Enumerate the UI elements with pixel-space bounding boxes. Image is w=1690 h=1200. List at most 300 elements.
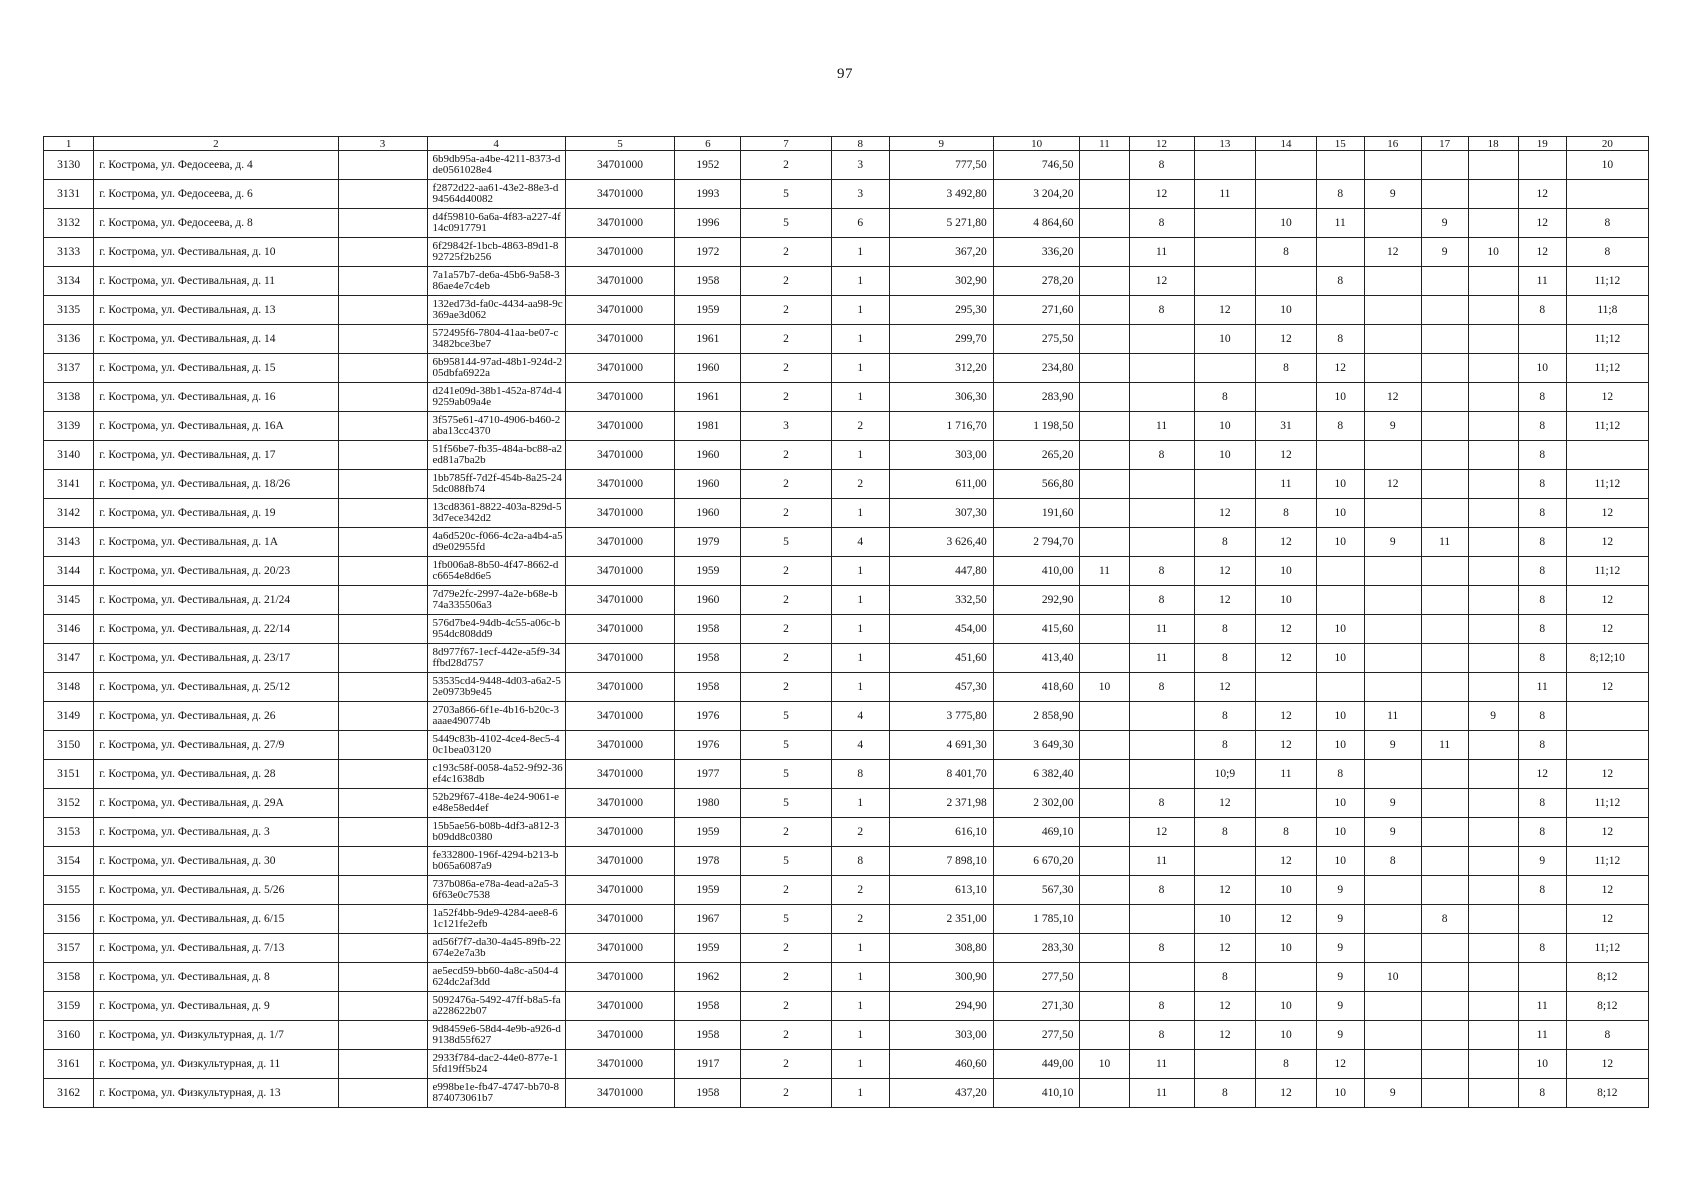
entrances-count-cell: 3	[831, 180, 889, 209]
row-number-cell: 3144	[44, 557, 94, 586]
row-number-cell: 3134	[44, 267, 94, 296]
house-uid-cell: 53535cd4-9448-4d03-a6a2-52e0973b9e45	[427, 673, 565, 702]
year-built-cell: 1993	[675, 180, 741, 209]
col-17-cell	[1421, 354, 1468, 383]
row-number-cell: 3158	[44, 963, 94, 992]
col-19-cell: 8	[1518, 876, 1566, 905]
col-18-cell	[1468, 1079, 1518, 1108]
col-18-cell	[1468, 383, 1518, 412]
table-row	[44, 499, 1649, 528]
entrances-count-cell: 1	[831, 238, 889, 267]
col-20-cell: 12	[1566, 760, 1648, 789]
col-20-cell: 8;12;10	[1566, 644, 1648, 673]
cadastral-number-cell	[338, 441, 427, 470]
house-uid-cell: 15b5ae56-b08b-4df3-a812-3b09dd8c0380	[427, 818, 565, 847]
living-area-cell: 265,20	[993, 441, 1080, 470]
col-20-cell: 12	[1566, 499, 1648, 528]
total-area-cell: 332,50	[889, 586, 993, 615]
table-row	[44, 1050, 1649, 1079]
column-header-4: 4	[427, 137, 565, 151]
col-19-cell: 12	[1518, 209, 1566, 238]
col-16-cell: 11	[1364, 702, 1421, 731]
entrances-count-cell: 1	[831, 325, 889, 354]
col-14-cell: 12	[1256, 528, 1317, 557]
column-header-14: 14	[1256, 137, 1317, 151]
oktmo-code-cell: 34701000	[565, 1079, 675, 1108]
col-15-cell	[1316, 441, 1364, 470]
col-11-cell	[1080, 441, 1129, 470]
col-20-cell	[1566, 441, 1648, 470]
col-13-cell: 12	[1194, 673, 1256, 702]
year-built-cell: 1996	[675, 209, 741, 238]
col-15-cell: 10	[1316, 789, 1364, 818]
col-12-cell: 8	[1129, 296, 1194, 325]
column-header-7: 7	[741, 137, 831, 151]
col-13-cell: 10	[1194, 325, 1256, 354]
address-cell: г. Кострома, ул. Фестивальная, д. 20/23	[94, 557, 338, 586]
table-row	[44, 905, 1649, 934]
col-12-cell	[1129, 528, 1194, 557]
col-12-cell: 8	[1129, 992, 1194, 1021]
col-18-cell	[1468, 644, 1518, 673]
col-11-cell	[1080, 818, 1129, 847]
oktmo-code-cell: 34701000	[565, 818, 675, 847]
address-cell: г. Кострома, ул. Федосеева, д. 6	[94, 180, 338, 209]
floors-count-cell: 2	[741, 818, 831, 847]
entrances-count-cell: 8	[831, 760, 889, 789]
col-18-cell	[1468, 789, 1518, 818]
year-built-cell: 1959	[675, 934, 741, 963]
oktmo-code-cell: 34701000	[565, 1050, 675, 1079]
col-11-cell	[1080, 905, 1129, 934]
col-15-cell: 9	[1316, 876, 1364, 905]
total-area-cell: 454,00	[889, 615, 993, 644]
table-row	[44, 209, 1649, 238]
oktmo-code-cell: 34701000	[565, 992, 675, 1021]
entrances-count-cell: 6	[831, 209, 889, 238]
entrances-count-cell: 1	[831, 673, 889, 702]
col-18-cell	[1468, 586, 1518, 615]
house-uid-cell: f2872d22-aa61-43e2-88e3-d94564d40082	[427, 180, 565, 209]
col-16-cell: 12	[1364, 238, 1421, 267]
col-20-cell: 12	[1566, 905, 1648, 934]
col-17-cell	[1421, 499, 1468, 528]
floors-count-cell: 2	[741, 992, 831, 1021]
col-17-cell	[1421, 615, 1468, 644]
col-19-cell: 8	[1518, 615, 1566, 644]
col-16-cell: 9	[1364, 789, 1421, 818]
col-14-cell: 12	[1256, 615, 1317, 644]
col-15-cell: 10	[1316, 731, 1364, 760]
year-built-cell: 1960	[675, 586, 741, 615]
col-16-cell	[1364, 354, 1421, 383]
col-18-cell	[1468, 267, 1518, 296]
row-number-cell: 3153	[44, 818, 94, 847]
col-12-cell: 11	[1129, 615, 1194, 644]
year-built-cell: 1958	[675, 673, 741, 702]
table-row	[44, 789, 1649, 818]
table-row	[44, 586, 1649, 615]
cadastral-number-cell	[338, 615, 427, 644]
house-uid-cell: d4f59810-6a6a-4f83-a227-4f14c0917791	[427, 209, 565, 238]
col-20-cell: 11;12	[1566, 267, 1648, 296]
col-12-cell	[1129, 325, 1194, 354]
page-number: 97	[837, 66, 853, 82]
floors-count-cell: 2	[741, 586, 831, 615]
col-14-cell: 12	[1256, 1079, 1317, 1108]
house-uid-cell: e998be1e-fb47-4747-bb70-8874073061b7	[427, 1079, 565, 1108]
address-cell: г. Кострома, ул. Федосеева, д. 8	[94, 209, 338, 238]
oktmo-code-cell: 34701000	[565, 441, 675, 470]
col-14-cell: 10	[1256, 934, 1317, 963]
col-20-cell: 12	[1566, 818, 1648, 847]
col-17-cell	[1421, 760, 1468, 789]
col-11-cell	[1080, 876, 1129, 905]
house-uid-cell: c193c58f-0058-4a52-9f92-36ef4c1638db	[427, 760, 565, 789]
address-cell: г. Кострома, ул. Фестивальная, д. 19	[94, 499, 338, 528]
col-11-cell	[1080, 934, 1129, 963]
house-uid-cell: 737b086a-e78a-4ead-a2a5-36f63e0c7538	[427, 876, 565, 905]
col-16-cell	[1364, 209, 1421, 238]
col-12-cell: 8	[1129, 934, 1194, 963]
col-15-cell: 8	[1316, 412, 1364, 441]
entrances-count-cell: 1	[831, 1021, 889, 1050]
living-area-cell: 191,60	[993, 499, 1080, 528]
oktmo-code-cell: 34701000	[565, 528, 675, 557]
table-row	[44, 325, 1649, 354]
year-built-cell: 1967	[675, 905, 741, 934]
entrances-count-cell: 1	[831, 296, 889, 325]
table-row	[44, 760, 1649, 789]
address-cell: г. Кострома, ул. Фестивальная, д. 6/15	[94, 905, 338, 934]
house-uid-cell: 1bb785ff-7d2f-454b-8a25-245dc088fb74	[427, 470, 565, 499]
address-cell: г. Кострома, ул. Фестивальная, д. 23/17	[94, 644, 338, 673]
table-row	[44, 673, 1649, 702]
table-row	[44, 876, 1649, 905]
col-12-cell	[1129, 383, 1194, 412]
col-20-cell	[1566, 702, 1648, 731]
house-uid-cell: 9d8459e6-58d4-4e9b-a926-d9138d55f627	[427, 1021, 565, 1050]
living-area-cell: 2 794,70	[993, 528, 1080, 557]
year-built-cell: 1972	[675, 238, 741, 267]
cadastral-number-cell	[338, 876, 427, 905]
oktmo-code-cell: 34701000	[565, 238, 675, 267]
table-row	[44, 615, 1649, 644]
row-number-cell: 3136	[44, 325, 94, 354]
entrances-count-cell: 1	[831, 615, 889, 644]
oktmo-code-cell: 34701000	[565, 296, 675, 325]
col-18-cell	[1468, 209, 1518, 238]
col-20-cell	[1566, 731, 1648, 760]
col-14-cell: 31	[1256, 412, 1317, 441]
col-15-cell: 10	[1316, 702, 1364, 731]
oktmo-code-cell: 34701000	[565, 499, 675, 528]
table-row	[44, 354, 1649, 383]
row-number-cell: 3133	[44, 238, 94, 267]
column-header-13: 13	[1194, 137, 1256, 151]
table-row	[44, 963, 1649, 992]
floors-count-cell: 5	[741, 702, 831, 731]
floors-count-cell: 2	[741, 934, 831, 963]
oktmo-code-cell: 34701000	[565, 905, 675, 934]
col-14-cell: 8	[1256, 238, 1317, 267]
col-11-cell	[1080, 789, 1129, 818]
address-cell: г. Кострома, ул. Фестивальная, д. 28	[94, 760, 338, 789]
col-15-cell: 9	[1316, 1021, 1364, 1050]
table-row	[44, 731, 1649, 760]
col-15-cell: 12	[1316, 1050, 1364, 1079]
col-16-cell	[1364, 992, 1421, 1021]
year-built-cell: 1917	[675, 1050, 741, 1079]
col-14-cell: 10	[1256, 209, 1317, 238]
living-area-cell: 6 382,40	[993, 760, 1080, 789]
col-17-cell	[1421, 412, 1468, 441]
cadastral-number-cell	[338, 963, 427, 992]
col-16-cell: 9	[1364, 1079, 1421, 1108]
col-12-cell: 11	[1129, 1079, 1194, 1108]
total-area-cell: 777,50	[889, 151, 993, 180]
col-15-cell: 10	[1316, 847, 1364, 876]
entrances-count-cell: 1	[831, 1079, 889, 1108]
col-17-cell	[1421, 818, 1468, 847]
col-20-cell: 12	[1566, 876, 1648, 905]
total-area-cell: 457,30	[889, 673, 993, 702]
col-14-cell: 10	[1256, 557, 1317, 586]
col-17-cell	[1421, 847, 1468, 876]
col-11-cell: 10	[1080, 1050, 1129, 1079]
row-number-cell: 3139	[44, 412, 94, 441]
col-19-cell: 8	[1518, 499, 1566, 528]
col-11-cell	[1080, 847, 1129, 876]
year-built-cell: 1979	[675, 528, 741, 557]
table-row	[44, 180, 1649, 209]
col-15-cell: 9	[1316, 934, 1364, 963]
col-19-cell: 8	[1518, 412, 1566, 441]
address-cell: г. Кострома, ул. Фестивальная, д. 9	[94, 992, 338, 1021]
total-area-cell: 8 401,70	[889, 760, 993, 789]
col-12-cell: 11	[1129, 644, 1194, 673]
cadastral-number-cell	[338, 238, 427, 267]
column-header-1: 1	[44, 137, 94, 151]
cadastral-number-cell	[338, 354, 427, 383]
col-16-cell	[1364, 876, 1421, 905]
total-area-cell: 4 691,30	[889, 731, 993, 760]
floors-count-cell: 5	[741, 847, 831, 876]
cadastral-number-cell	[338, 412, 427, 441]
col-11-cell	[1080, 1079, 1129, 1108]
col-16-cell	[1364, 615, 1421, 644]
entrances-count-cell: 2	[831, 412, 889, 441]
col-16-cell	[1364, 934, 1421, 963]
col-15-cell	[1316, 151, 1364, 180]
column-header-20: 20	[1566, 137, 1648, 151]
oktmo-code-cell: 34701000	[565, 963, 675, 992]
total-area-cell: 307,30	[889, 499, 993, 528]
floors-count-cell: 2	[741, 325, 831, 354]
oktmo-code-cell: 34701000	[565, 789, 675, 818]
col-19-cell: 8	[1518, 702, 1566, 731]
col-14-cell: 12	[1256, 644, 1317, 673]
house-uid-cell: ae5ecd59-bb60-4a8c-a504-4624dc2af3dd	[427, 963, 565, 992]
col-19-cell: 8	[1518, 441, 1566, 470]
cadastral-number-cell	[338, 702, 427, 731]
col-13-cell: 12	[1194, 934, 1256, 963]
floors-count-cell: 2	[741, 296, 831, 325]
total-area-cell: 616,10	[889, 818, 993, 847]
house-uid-cell: 6f29842f-1bcb-4863-89d1-892725f2b256	[427, 238, 565, 267]
col-20-cell: 11;8	[1566, 296, 1648, 325]
entrances-count-cell: 2	[831, 818, 889, 847]
col-20-cell: 11;12	[1566, 557, 1648, 586]
col-20-cell: 12	[1566, 528, 1648, 557]
living-area-cell: 413,40	[993, 644, 1080, 673]
total-area-cell: 2 371,98	[889, 789, 993, 818]
col-12-cell	[1129, 470, 1194, 499]
col-19-cell: 10	[1518, 1050, 1566, 1079]
house-uid-cell: 2703a866-6f1e-4b16-b20c-3aaae490774b	[427, 702, 565, 731]
living-area-cell: 283,30	[993, 934, 1080, 963]
house-uid-cell: 2933f784-dac2-44e0-877e-15fd19ff5b24	[427, 1050, 565, 1079]
address-cell: г. Кострома, ул. Фестивальная, д. 13	[94, 296, 338, 325]
total-area-cell: 447,80	[889, 557, 993, 586]
col-18-cell	[1468, 180, 1518, 209]
col-19-cell: 8	[1518, 789, 1566, 818]
col-12-cell: 11	[1129, 412, 1194, 441]
col-19-cell: 11	[1518, 992, 1566, 1021]
col-18-cell	[1468, 557, 1518, 586]
entrances-count-cell: 1	[831, 934, 889, 963]
col-18-cell	[1468, 441, 1518, 470]
year-built-cell: 1976	[675, 702, 741, 731]
entrances-count-cell: 1	[831, 441, 889, 470]
col-17-cell: 9	[1421, 209, 1468, 238]
total-area-cell: 3 775,80	[889, 702, 993, 731]
floors-count-cell: 2	[741, 1050, 831, 1079]
col-16-cell: 9	[1364, 180, 1421, 209]
col-17-cell	[1421, 441, 1468, 470]
house-uid-cell: 5092476a-5492-47ff-b8a5-faa228622b07	[427, 992, 565, 1021]
cadastral-number-cell	[338, 383, 427, 412]
col-19-cell: 8	[1518, 644, 1566, 673]
col-13-cell: 12	[1194, 586, 1256, 615]
oktmo-code-cell: 34701000	[565, 209, 675, 238]
col-13-cell: 10	[1194, 441, 1256, 470]
col-14-cell: 12	[1256, 731, 1317, 760]
row-number-cell: 3146	[44, 615, 94, 644]
table-row	[44, 557, 1649, 586]
oktmo-code-cell: 34701000	[565, 470, 675, 499]
col-16-cell	[1364, 586, 1421, 615]
year-built-cell: 1958	[675, 615, 741, 644]
address-cell: г. Кострома, ул. Фестивальная, д. 8	[94, 963, 338, 992]
table-body	[44, 151, 1649, 1108]
total-area-cell: 5 271,80	[889, 209, 993, 238]
floors-count-cell: 5	[741, 731, 831, 760]
col-17-cell	[1421, 789, 1468, 818]
living-area-cell: 234,80	[993, 354, 1080, 383]
row-number-cell: 3138	[44, 383, 94, 412]
col-20-cell: 12	[1566, 673, 1648, 702]
col-18-cell	[1468, 499, 1518, 528]
col-16-cell	[1364, 1021, 1421, 1050]
cadastral-number-cell	[338, 992, 427, 1021]
floors-count-cell: 5	[741, 789, 831, 818]
cadastral-number-cell	[338, 209, 427, 238]
table-row	[44, 267, 1649, 296]
col-17-cell	[1421, 876, 1468, 905]
col-12-cell	[1129, 963, 1194, 992]
living-area-cell: 410,00	[993, 557, 1080, 586]
col-18-cell	[1468, 470, 1518, 499]
column-header-12: 12	[1129, 137, 1194, 151]
col-15-cell: 8	[1316, 267, 1364, 296]
cadastral-number-cell	[338, 731, 427, 760]
col-13-cell: 12	[1194, 557, 1256, 586]
house-uid-cell: d241e09d-38b1-452a-874d-49259ab09a4e	[427, 383, 565, 412]
address-cell: г. Кострома, ул. Фестивальная, д. 25/12	[94, 673, 338, 702]
year-built-cell: 1976	[675, 731, 741, 760]
col-20-cell: 11;12	[1566, 789, 1648, 818]
house-uid-cell: 52b29f67-418e-4e24-9061-ee48e58ed4ef	[427, 789, 565, 818]
col-20-cell	[1566, 180, 1648, 209]
col-15-cell: 10	[1316, 644, 1364, 673]
col-14-cell: 11	[1256, 760, 1317, 789]
column-header-11: 11	[1080, 137, 1129, 151]
col-15-cell	[1316, 586, 1364, 615]
total-area-cell: 367,20	[889, 238, 993, 267]
col-15-cell: 9	[1316, 905, 1364, 934]
col-18-cell	[1468, 528, 1518, 557]
col-13-cell: 10;9	[1194, 760, 1256, 789]
address-cell: г. Кострома, ул. Фестивальная, д. 15	[94, 354, 338, 383]
row-number-cell: 3152	[44, 789, 94, 818]
col-16-cell	[1364, 905, 1421, 934]
oktmo-code-cell: 34701000	[565, 180, 675, 209]
address-cell: г. Кострома, ул. Физкультурная, д. 13	[94, 1079, 338, 1108]
total-area-cell: 302,90	[889, 267, 993, 296]
col-16-cell	[1364, 499, 1421, 528]
col-11-cell	[1080, 1021, 1129, 1050]
housing-registry-table	[43, 136, 1649, 1108]
year-built-cell: 1977	[675, 760, 741, 789]
col-14-cell	[1256, 789, 1317, 818]
oktmo-code-cell: 34701000	[565, 847, 675, 876]
cadastral-number-cell	[338, 557, 427, 586]
address-cell: г. Кострома, ул. Фестивальная, д. 18/26	[94, 470, 338, 499]
col-13-cell: 12	[1194, 876, 1256, 905]
cadastral-number-cell	[338, 1021, 427, 1050]
oktmo-code-cell: 34701000	[565, 267, 675, 296]
floors-count-cell: 2	[741, 557, 831, 586]
row-number-cell: 3162	[44, 1079, 94, 1108]
col-18-cell	[1468, 963, 1518, 992]
floors-count-cell: 2	[741, 267, 831, 296]
column-header-18: 18	[1468, 137, 1518, 151]
col-16-cell	[1364, 760, 1421, 789]
floors-count-cell: 5	[741, 209, 831, 238]
col-19-cell: 8	[1518, 296, 1566, 325]
total-area-cell: 294,90	[889, 992, 993, 1021]
house-uid-cell: 1a52f4bb-9de9-4284-aee8-61c121fe2efb	[427, 905, 565, 934]
year-built-cell: 1958	[675, 1079, 741, 1108]
col-12-cell: 12	[1129, 180, 1194, 209]
col-14-cell: 12	[1256, 702, 1317, 731]
row-number-cell: 3130	[44, 151, 94, 180]
col-20-cell: 12	[1566, 586, 1648, 615]
col-19-cell: 8	[1518, 1079, 1566, 1108]
entrances-count-cell: 4	[831, 731, 889, 760]
col-18-cell	[1468, 731, 1518, 760]
